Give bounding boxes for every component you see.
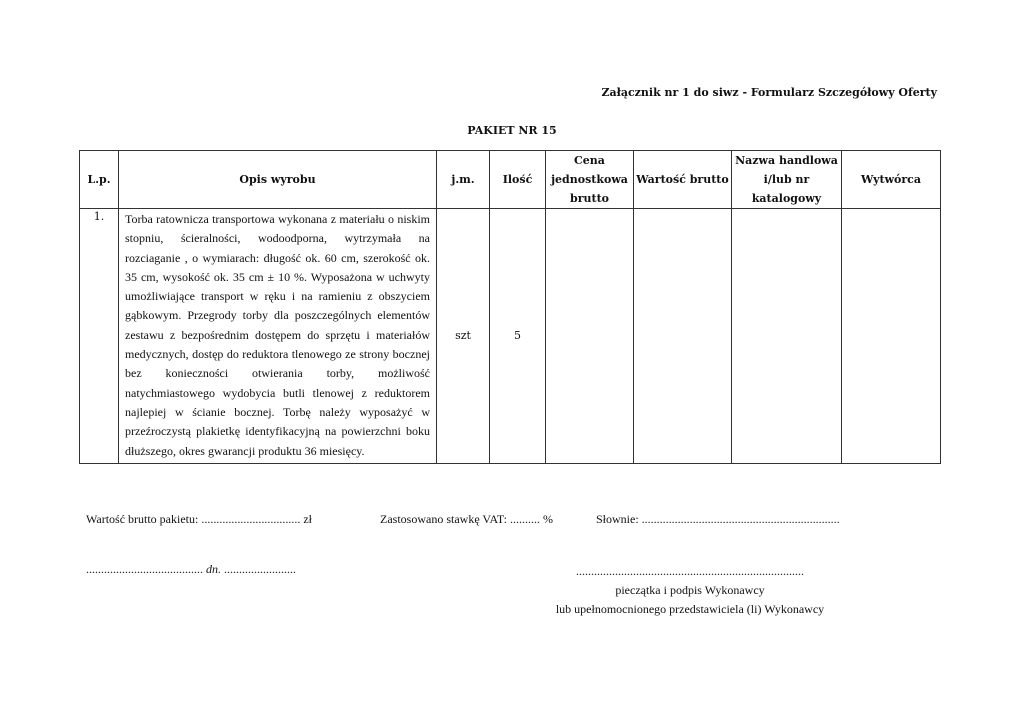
column-header-unit-price-line1: Cena — [574, 154, 605, 167]
dn-label: dn. — [206, 562, 221, 576]
offer-table — [79, 150, 941, 464]
signature-block — [530, 562, 850, 619]
cell-description: Torba ratownicza transportowa wykonana z materiału o niskim stopniu, ścieralności, wodoodporna, wytrzymała na rozciaganie , o wymiarach: długość ok. 60 cm, szerokość ok. 35 cm, wysokość ok. 35 cm ± 10 %. Wyposażona w uchwyty umożliwiające transport w ręku i na ramieniu z obszyciem gąbkowym. Przegrody torby dla poszczególnych elementów zestawu z bezpośrednim dostępem do sprzętu i materiałów medycznych, dostęp do reduktora tlenowego ze strony bocznej bez konieczności otwierania torby, możliwość natychmiastowego wydobycia butli tlenowej z reduktorem najlepiej w ścianie bocznej. Torbę należy wyposażyć w przeźroczystą plakietkę identyfikacyjną na powierzchni boku dłuższego, okres gwarancji produktu 36 miesięcy. — [119, 209, 437, 464]
signature-line1: pieczątka i podpis Wykonawcy — [615, 583, 765, 597]
column-header-trade-name-line2: i/lub nr — [763, 173, 810, 186]
cell-unit-price[interactable] — [546, 209, 634, 464]
column-header-quantity: Ilość — [490, 151, 546, 209]
column-header-trade-name-line1: Nazwa handlowa — [735, 154, 838, 167]
date-dots: ........................ — [224, 562, 296, 576]
table-row — [80, 209, 941, 464]
summary-gross-value: Wartość brutto pakietu: ................................. zł — [86, 512, 312, 526]
annex-title: Załącznik nr 1 do siwz - Formularz Szczegółowy Oferty — [601, 86, 937, 99]
column-header-unit-price-line3: brutto — [570, 192, 609, 205]
cell-lp: 1. — [80, 209, 119, 464]
column-header-trade-name — [732, 151, 842, 209]
table-header-row — [80, 151, 941, 209]
summary-vat: Zastosowano stawkę VAT: .......... % — [380, 512, 553, 526]
cell-manufacturer[interactable] — [842, 209, 941, 464]
cell-gross-value[interactable] — [634, 209, 732, 464]
column-header-manufacturer: Wytwórca — [842, 151, 941, 209]
cell-trade-name[interactable] — [732, 209, 842, 464]
signature-dots: ............................................................................ — [576, 564, 804, 578]
column-header-unit-price-line2: jednostkowa — [551, 173, 628, 186]
column-header-unit-price — [546, 151, 634, 209]
signature-line2: lub upełnomocnionego przedstawiciela (li) Wykonawcy — [555, 602, 825, 616]
column-header-lp: L.p. — [80, 151, 119, 209]
column-header-gross-value: Wartość brutto — [634, 151, 732, 209]
package-title: PAKIET NR 15 — [467, 124, 557, 137]
place-date — [86, 562, 296, 577]
cell-unit: szt — [437, 209, 490, 464]
column-header-trade-name-line3: katalogowy — [751, 192, 822, 205]
place-dots: ....................................... — [86, 562, 203, 576]
column-header-description: Opis wyrobu — [119, 151, 437, 209]
column-header-unit: j.m. — [437, 151, 490, 209]
summary-in-words: Słownie: .................................................................. — [596, 512, 840, 526]
cell-quantity: 5 — [490, 209, 546, 464]
